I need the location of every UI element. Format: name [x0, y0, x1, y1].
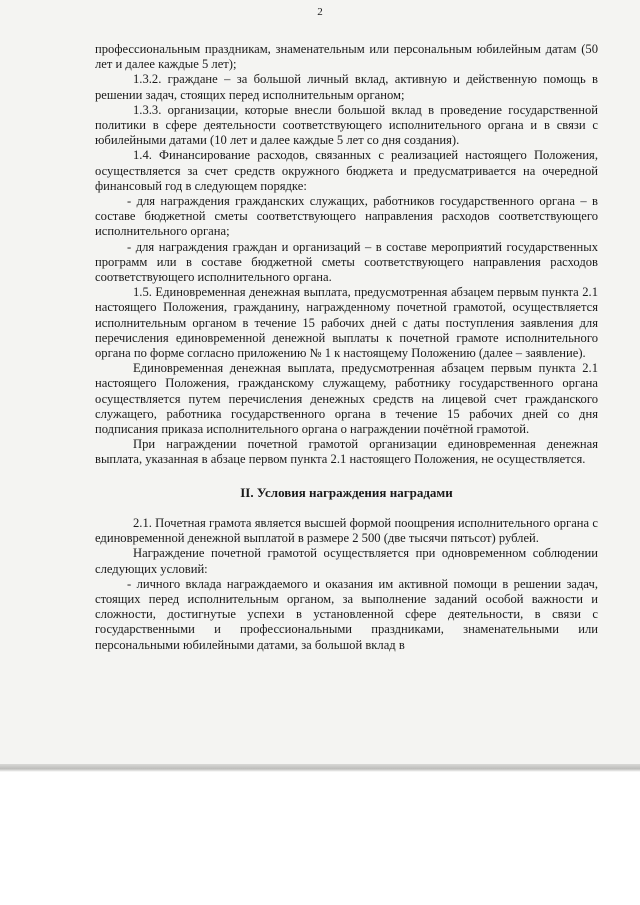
- page-number: 2: [317, 6, 323, 18]
- paragraph-1-4-item-1: - для награждения гражданских служащих, работников государственного органа – в составе бюджетной сметы соответствующего направления расходов соответствующего исполнительного органа;: [95, 194, 598, 239]
- document-body: [95, 42, 598, 653]
- paragraph-1-3-2: 1.3.2. граждане – за большой личный вклад, активную и действенную помощь в решении задач, стоящих перед исполнительным органом;: [95, 72, 598, 102]
- paragraph-1-3-3: 1.3.3. организации, которые внесли большой вклад в проведение государственной политики в сфере деятельности соответствующего исполнительного органа и в связи с юбилейными датами (10 лет и далее каждые 5 лет со дня создания).: [95, 102, 598, 148]
- paragraph-1-5-cont-2: При награждении почетной грамотой организации единовременная денежная выплата, указанная в абзаце первом пункта 2.1 настоящего Положения, не осуществляется.: [95, 437, 598, 467]
- paragraph-1-5: 1.5. Единовременная денежная выплата, предусмотренная абзацем первым пункта 2.1 настоящего Положения, гражданину, награжденному почетной грамотой, осуществляется исполнительным органом в течение 15 рабочих дней с даты поступления заявления для перечисления единовременной денежной выплаты к почетной грамоте исполнительного органа по форме согласно приложению № 1 к настоящему Положению (далее – заявление).: [95, 285, 598, 361]
- paragraph-2-1: 2.1. Почетная грамота является высшей формой поощрения исполнительного органа с единовременной денежной выплатой в размере 2 500 (две тысячи пятьсот) рублей.: [95, 515, 598, 546]
- paragraph-1-5-cont-1: Единовременная денежная выплата, предусмотренная абзацем первым пункта 2.1 настоящего Положения, гражданскому служащему, работнику государственного органа осуществляется путем перечисления денежных средств на лицевой счет гражданского служащего, работника государственного органа в течение 15 рабочих дней со дня подписания приказа исполнительного органа о награждении почётной грамотой.: [95, 361, 598, 437]
- section-2-heading: II. Условия награждения наградами: [240, 484, 453, 500]
- paragraph-2-1-cont: Награждение почетной грамотой осуществляется при одновременном соблюдении следующих условий:: [95, 546, 598, 576]
- paragraph-continuation: профессиональным праздникам, знаменательным или персональным юбилейным датам (50 лет и далее каждые 5 лет);: [95, 42, 598, 72]
- paragraph-2-1-item-1: - личного вклада награждаемого и оказания им активной помощи в решении задач, стоящих перед исполнительным органом, за выполнение заданий особой важности и сложности, достигнутые успехи в установленной сфере деятельности, в связи с государственными и профессиональными праздниками, знаменательными или персональными юбилейными датами, за большой вклад в: [95, 576, 598, 652]
- scan-bottom-edge: [0, 764, 640, 772]
- paragraph-1-4: 1.4. Финансирование расходов, связанных с реализацией настоящего Положения, осуществляется за счет средств окружного бюджета и предусматривается на очередной финансовый год в следующем порядке:: [95, 148, 598, 193]
- paragraph-1-4-item-2: - для награждения граждан и организаций – в составе мероприятий государственных программ или в составе бюджетной сметы соответствующего направления расходов соответствующего исполнительного органа.: [95, 239, 598, 285]
